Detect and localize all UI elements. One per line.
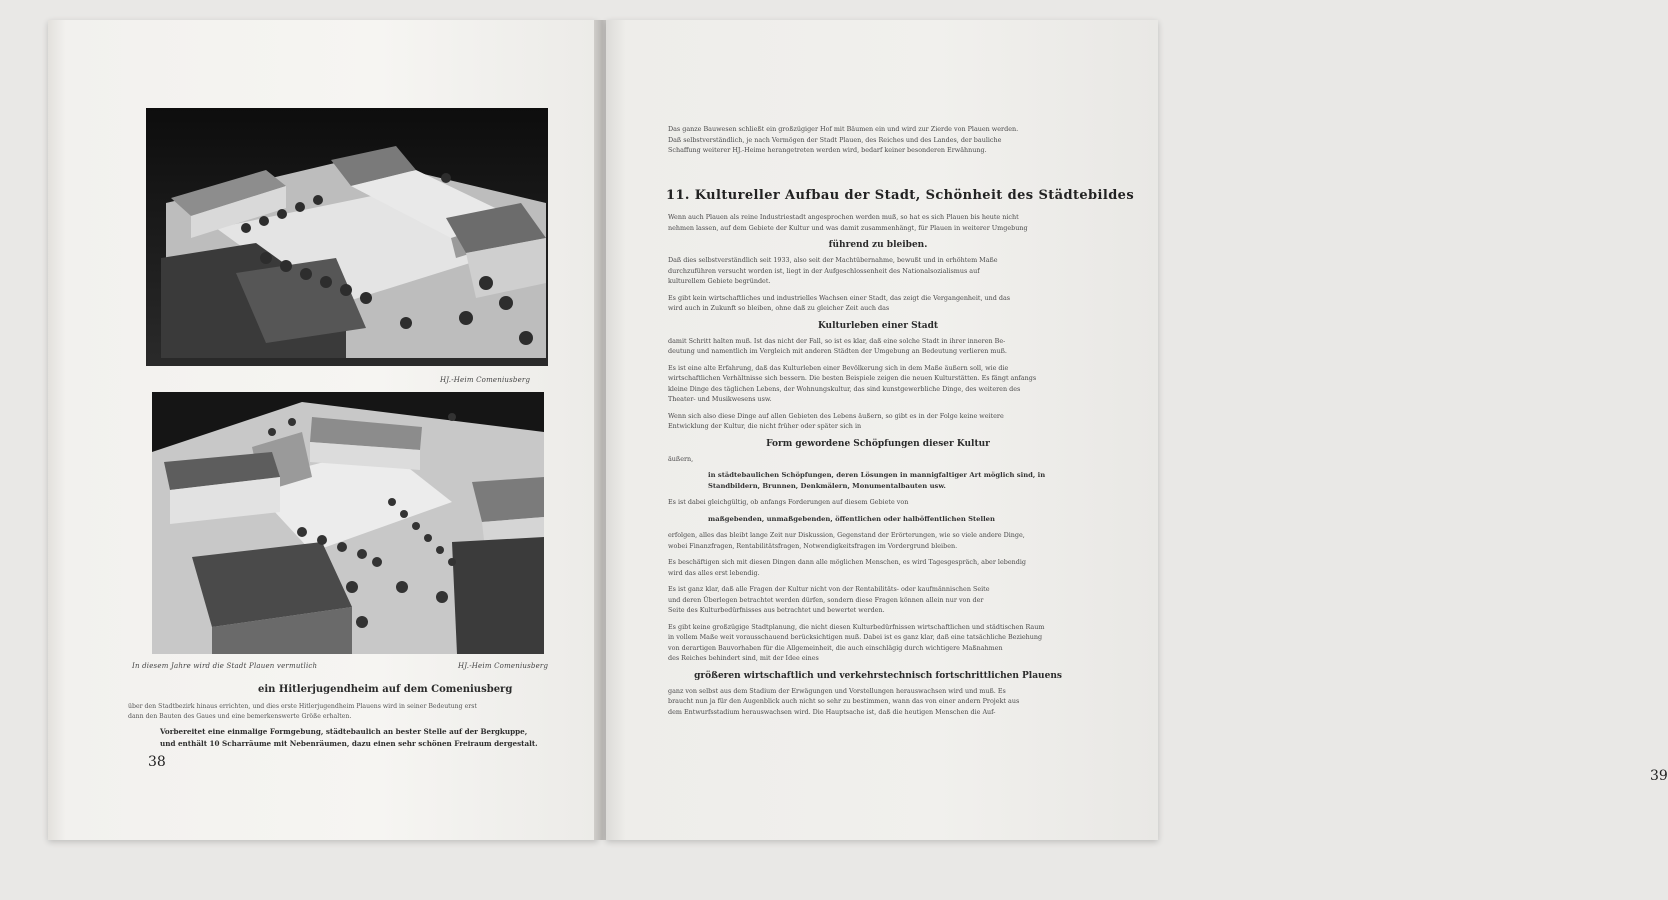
text-line: äußern,: [668, 454, 694, 463]
text-line: kulturellem Gebiete begründet.: [668, 277, 771, 285]
text-line: wirtschaftlichen Verhältnisse sich bessern. Die besten Beispiele zeigen die neuen Kulturstätten. Es fängt anfangs: [668, 374, 1037, 382]
text-line: wobei Finanzfragen, Rentabilitätsfragen, Notwendigkeitsfragen im Vordergrund bleiben.: [668, 541, 958, 550]
paragraph: [668, 336, 1088, 357]
text-line: erfolgen, alles das bleibt lange Zeit nur Diskussion, Gegenstand der Erörterungen, wie so viele andere Dinge,: [668, 531, 1025, 539]
text-line: und deren Überlegen betrachtet werden dürfen, sondern diese Fragen können allein nur von der: [668, 595, 984, 604]
paragraph: [668, 497, 1088, 508]
left-bold-line: Vorbereitet eine einmalige Formgebung, städtebaulich an bester Stelle auf der Bergkuppe,: [160, 727, 528, 736]
intro-line: Das ganze Bauwesen schließt ein großzügiger Hof mit Bäumen ein und wird zur Zierde von Plauen werden.: [668, 125, 1019, 133]
text-line: wird auch in Zukunft so bleiben, ohne daß zu gleicher Zeit auch das: [668, 304, 890, 312]
indented-emphasis-block: [708, 470, 1088, 491]
text-line: Es beschäftigen sich mit diesen Dingen dann alle möglichen Menschen, es wird Tagesgespräch, aber lebendig: [668, 558, 1026, 566]
text-line: braucht nun ja für den Augenblick auch nicht so sehr zu bestimmen, wann das von einer andern Projekt aus: [668, 697, 1020, 705]
paragraph: [668, 584, 1088, 616]
indented-emphasis-block: [708, 514, 1088, 525]
text-line: Es gibt keine großzügige Stadtplanung, die nicht diesen Kulturbedürfnissen wirtschaftlichen und städtischen Raum: [668, 622, 1045, 631]
text-line: Es gibt kein wirtschaftliches und industrielles Wachsen einer Stadt, das zeigt die Vergangenheit, und das: [668, 293, 1011, 302]
text-line: durchzuführen versucht worden ist, liegt in der Aufgeschlossenheit des Nationalsozialismus auf: [668, 266, 980, 275]
text-line: Wenn auch Plauen als reine Industriestadt angesprochen werden muß, so hat es sich Plauen bis heute nicht: [668, 213, 1019, 221]
centered-emphasis: größeren wirtschaftlich und verkehrstechnisch fortschrittlichen Plauens: [694, 670, 1062, 681]
centered-emphasis: führend zu bleiben.: [828, 240, 928, 250]
paragraph: [668, 454, 1088, 465]
paragraph: [668, 622, 1088, 664]
left-bold-line: und enthält 10 Scharräume mit Nebenräumen, dazu einen sehr schönen Freiraum dergestalt.: [160, 739, 538, 748]
architectural-model-photo-2: [152, 392, 544, 654]
paragraph: [668, 411, 1088, 432]
text-line: Entwicklung der Kultur, die nicht früher oder später sich in: [668, 422, 862, 430]
left-section-title: ein Hitlerjugendheim auf dem Comeniusberg: [258, 684, 513, 695]
text-line: maßgebenden, unmaßgebenden, öffentlichen oder halböffentlichen Stellen: [708, 514, 995, 523]
text-line: Theater- und Musikwesens usw.: [668, 395, 772, 403]
text-line: Standbildern, Brunnen, Denkmälern, Monumentalbauten usw.: [708, 481, 946, 490]
open-book: [48, 20, 1668, 840]
text-line: des Reiches behindert sind, mit der Idee eines: [668, 654, 819, 662]
left-page: [48, 20, 598, 840]
text-line: von derartigen Bauvorhaben für die Allgemeinheit, die auch einschlägig durch wichtigere Maßnahmen: [668, 643, 1003, 652]
right-page: [606, 20, 1668, 840]
text-line: nehmen lassen, auf dem Gebiete der Kultur und was damit zusammenhängt, für Plauen in weiterer Umgebung: [668, 223, 1028, 232]
paragraph: [668, 530, 1088, 551]
text-line: Wenn sich also diese Dinge auf allen Gebieten des Lebens äußern, so gibt es in der Folge keine weitere: [668, 411, 1004, 420]
paragraph: [668, 293, 1088, 314]
right-page-number: 39: [1650, 768, 1668, 784]
intro-line: Daß selbstverständlich, je nach Vermögen der Stadt Plauen, des Reiches und des Landes, der bauliche: [668, 135, 1002, 144]
left-page-number: 38: [148, 754, 166, 770]
text-line: wird das alles erst lebendig.: [668, 568, 760, 577]
chapter-heading: 11. Kultureller Aufbau der Stadt, Schönheit des Städtebildes: [666, 188, 1135, 203]
paragraph: [668, 255, 1088, 287]
text-line: dem Entwurfsstadium herauswachsen wird. Die Hauptsache ist, daß die heutigen Menschen die Auf-: [668, 707, 996, 716]
text-line: in städtebaulichen Schöpfungen, deren Lösungen in mannigfaltiger Art möglich sind, in: [708, 471, 1046, 479]
text-line: Es ist dabei gleichgültig, ob anfangs Forderungen auf diesem Gebiete von: [668, 498, 909, 506]
left-bold-block: [160, 726, 555, 750]
text-line: ganz von selbst aus dem Stadium der Erwägungen und Vorstellungen herauswachsen wird und muß. Es: [668, 686, 1006, 695]
left-text-line: dann den Bauten des Gaues und eine bemerkenswerte Größe erhalten.: [128, 713, 352, 720]
text-line: Seite des Kulturbedürfnisses aus betrachtet und bewertet werden.: [668, 606, 885, 614]
paragraph: [668, 686, 1088, 718]
intro-line: Schaffung weiterer HJ.-Heime herangetreten werden wird, bedarf keiner besonderen Erwähnung.: [668, 146, 987, 154]
photo-2-caption-left: In diesem Jahre wird die Stadt Plauen vermutlich: [132, 662, 318, 670]
text-line: kleine Dinge des täglichen Lebens, der Wohnungskultur, das sind kunstgewerbliche Dinge, des weiteren des: [668, 384, 1021, 393]
photo-2-caption-right: HJ.-Heim Comeniusberg: [458, 662, 549, 670]
text-line: damit Schritt halten muß. Ist das nicht der Fall, so ist es klar, daß eine solche Stadt in ihrer inneren Be-: [668, 336, 1006, 345]
paragraph: [668, 212, 1088, 233]
centered-emphasis: Form gewordene Schöpfungen dieser Kultur: [766, 438, 990, 449]
text-line: Daß dies selbstverständlich seit 1933, also seit der Machtübernahme, bewußt und in erhöhtem Maße: [668, 256, 998, 264]
right-intro-block: [668, 124, 1088, 156]
text-line: deutung und namentlich im Vergleich mit anderen Städten der Umgebung an Bedeutung verlieren muß.: [668, 347, 1007, 355]
photo-1-caption: HJ.-Heim Comeniusberg: [440, 376, 531, 384]
centered-emphasis: Kulturleben einer Stadt: [817, 320, 939, 331]
text-line: Es ist ganz klar, daß alle Fragen der Kultur nicht von der Rentabilitäts- oder kaufmännischen Seite: [668, 585, 990, 593]
left-text-block: [128, 702, 548, 722]
text-line: in vollem Maße weit vorausschauend berücksichtigen muß. Dabei ist es ganz klar, daß eine tatsächliche Beziehung: [668, 633, 1043, 641]
left-text-line: über den Stadtbezirk hinaus errichten, und dies erste Hitlerjugendheim Plauens wird in seiner Bedeutung erst: [128, 703, 477, 710]
text-line: Es ist eine alte Erfahrung, daß das Kulturleben einer Bevölkerung sich in dem Maße äußern soll, wie die: [668, 363, 1009, 372]
paragraph: [668, 557, 1088, 578]
architectural-model-photo-1: [146, 108, 548, 366]
paragraph: [668, 363, 1088, 405]
